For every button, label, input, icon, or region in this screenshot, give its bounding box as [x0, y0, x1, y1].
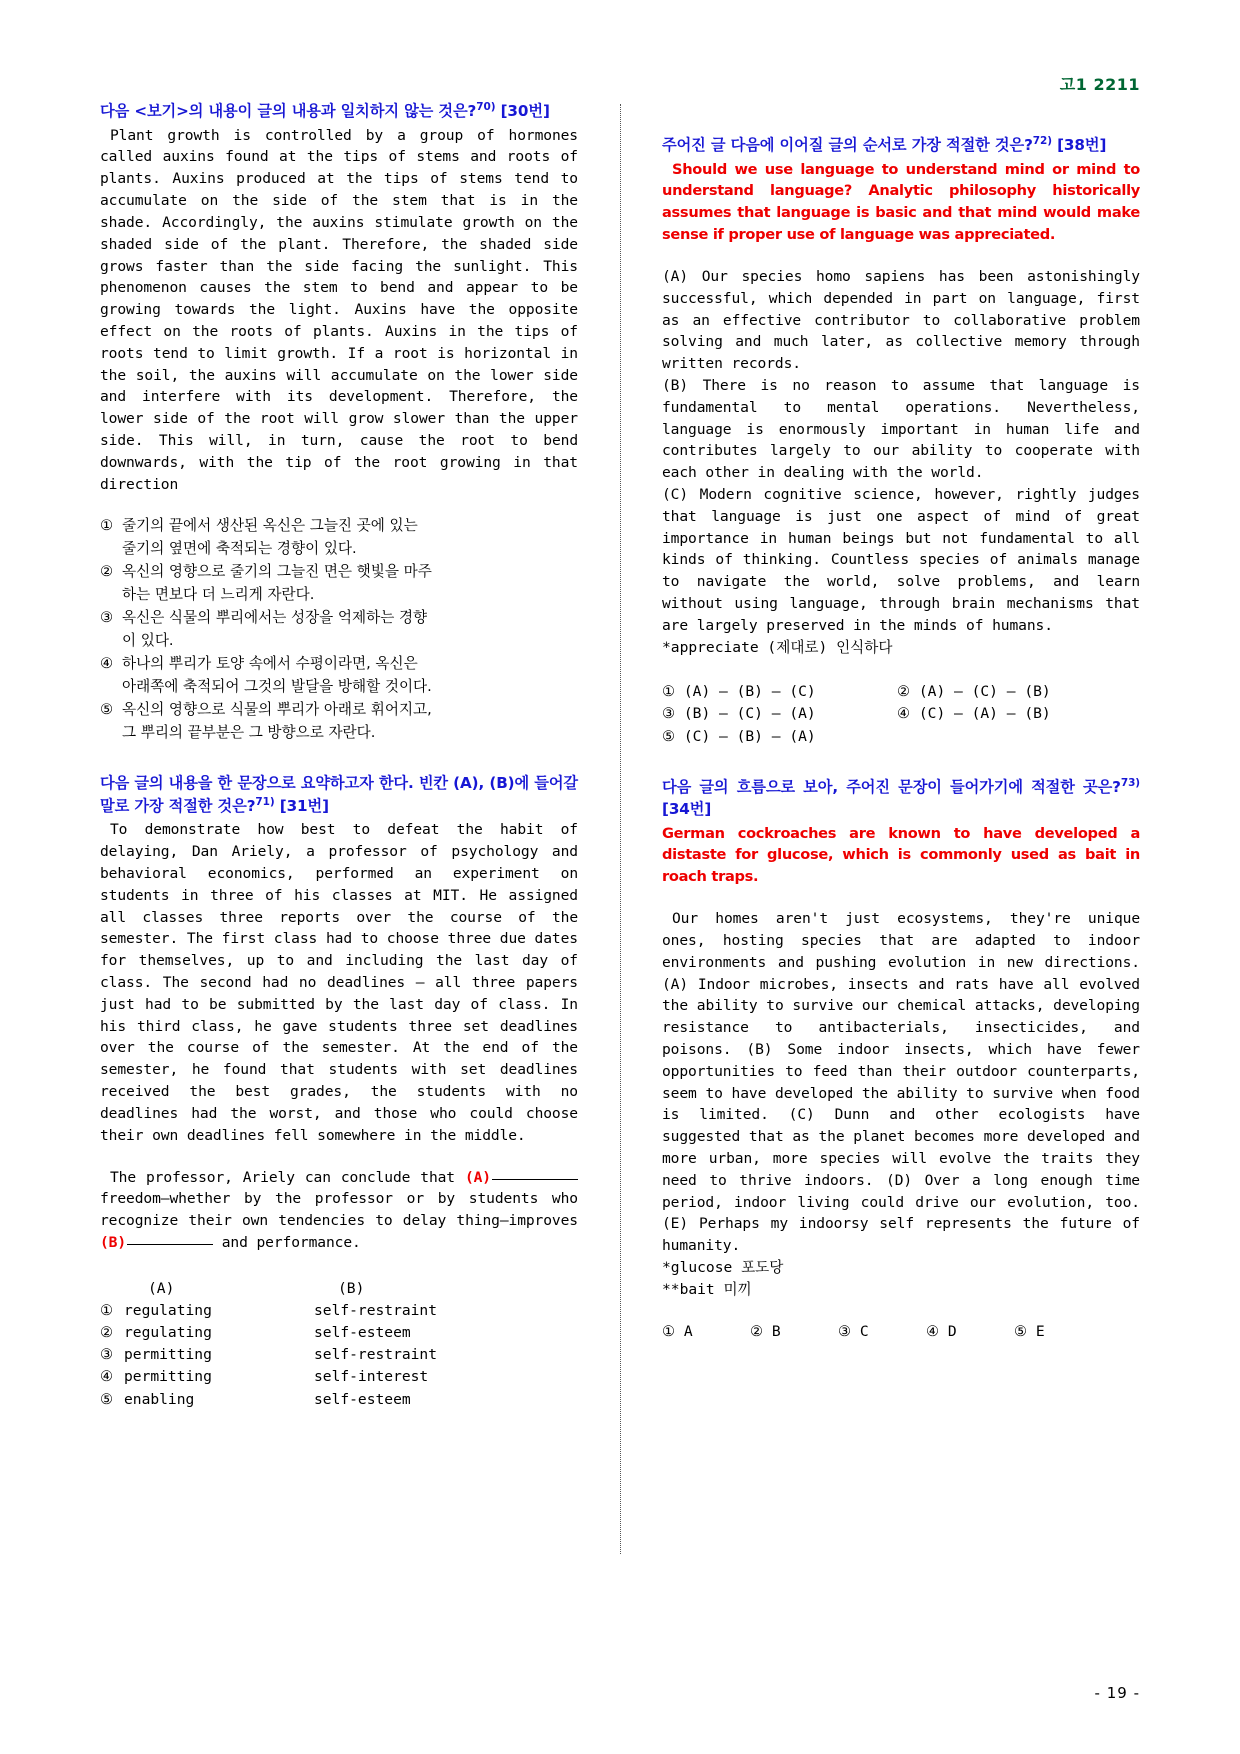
- choice-marker: ④: [100, 655, 114, 673]
- option-text: B: [771, 1322, 781, 1340]
- option-text: (C) – (B) – (A): [683, 727, 816, 745]
- question-34-passage: Our homes aren't just ecosystems, they're unique ones, hosting species that are adapted to indoor environments and pushing evolution in new directions. (A) Indoor microbes, insects and rats have all evolved the ability to survive our chemical attacks, developing resistance to antibacterials, insecticides, and poisons. (B) Some indoor insects, which have fewer opportunities to feed than their outdoor counterparts, seem to have developed the ability to survive when food is limited. (C) Dunn and other ecologists have suggested that as the planet becomes more developed and more urban, more species will evolve the traits they need to thrive indoors. (D) Over a long enough time period, indoor living could drive our evolution, too. (E) Perhaps my indoorsy self represents the future of humanity.: [662, 910, 1140, 1255]
- option-marker: ③: [838, 1322, 852, 1340]
- list-item[interactable]: [1014, 1323, 1102, 1340]
- question-30-passage: Plant growth is controlled by a group of hormones called auxins found at the tips of stems and roots of plants. Auxins produced at the tips of stems tend to accumulate on the side of the stem that is in the shade. Accordingly, the auxins stimulate growth on the shaded side of the plant. Therefore, the shaded side grows faster than the side facing the sunlight. This phenomenon causes the stem to bend and appear to be growing towards the light. Auxins have the opposite effect on the roots of plants. Auxins in the tips of roots tend to limit growth. If a root is horizontal in the soil, the auxins will accumulate on the lower side and interfere with its development. Therefore, the lower side of the root will grow slower than the upper side. This will, in turn, cause the root to bend downwards, with the tip of the root growing in that direction: [100, 126, 578, 493]
- option-marker: ④: [897, 705, 911, 723]
- choice-marker: ⑤: [100, 701, 114, 719]
- list-item[interactable]: [662, 703, 897, 726]
- question-30-heading-text: 다음 <보기>의 내용이 글의 내용과 일치하지 않는 것은?: [100, 102, 477, 121]
- summary-blank-a-label: (A): [464, 1168, 491, 1186]
- choice-line-1: 옥신은 식물의 뿌리에서는 성장을 억제하는 경향: [122, 609, 428, 627]
- table-row[interactable]: [100, 1300, 578, 1322]
- question-38-footnote: *appreciate (제대로) 인식하다: [662, 638, 893, 656]
- question-38-paragraph-a: (A) Our species homo sapiens has been astonishingly successful, which depended in part on language, first as an effective contributor to collaborative problem solving and much later, as collective memory through written records.: [662, 267, 1140, 373]
- option-text: (A) – (C) – (B): [918, 682, 1051, 700]
- question-38-footnote-marker: 72): [1032, 135, 1052, 147]
- option-value-a: enabling: [124, 1390, 195, 1408]
- question-38-paragraph-b: (B) There is no reason to assume that language is fundamental to mental operations. Nevertheless, language is enormously important in human life and contributes largely to our ability to cooperate with each other in dealing with the world.: [662, 376, 1140, 482]
- option-marker: ①: [662, 1322, 676, 1340]
- question-38-block: [662, 134, 1140, 748]
- question-31-block: [100, 773, 578, 1411]
- question-30-footnote-marker: 70): [476, 101, 496, 113]
- option-marker: ⑤: [1014, 1322, 1028, 1340]
- question-34-options: [662, 1323, 1140, 1340]
- question-38-heading: [662, 134, 1140, 157]
- page-number: - 19 -: [1094, 1684, 1140, 1702]
- left-column: [100, 100, 578, 1660]
- options-table-header: [100, 1278, 578, 1300]
- option-value-b: self-esteem: [314, 1324, 411, 1342]
- question-31-summary: [100, 1167, 578, 1254]
- choice-text: [122, 515, 578, 560]
- question-38-given-passage: Should we use language to understand mind or mind to understand language? Analytic philosophy historically assumes that language is basic and that mind would make sense if proper use of language was appreciated.: [662, 160, 1140, 244]
- question-38-heading-text: 주어진 글 다음에 이어질 글의 순서로 가장 적절한 것은?: [662, 136, 1033, 155]
- choice-line-2: 하는 면보다 더 느리게 자란다.: [122, 585, 315, 603]
- table-row[interactable]: [100, 1344, 578, 1366]
- table-row[interactable]: [100, 1389, 578, 1411]
- choice-line-2: 이 있다.: [122, 631, 174, 649]
- list-item[interactable]: [750, 1323, 838, 1340]
- option-text: (C) – (A) – (B): [918, 705, 1051, 723]
- divider-rule: [620, 104, 621, 1554]
- question-31-footnote-marker: 71): [255, 795, 275, 808]
- summary-part-2: freedom—whether by the professor or by students who recognize their own tendencies to delay thing—improves: [100, 1190, 578, 1230]
- list-item[interactable]: [897, 703, 1137, 726]
- list-item[interactable]: [662, 1323, 750, 1340]
- option-marker: ②: [100, 1324, 114, 1342]
- list-item[interactable]: [100, 607, 578, 652]
- list-item[interactable]: [100, 699, 578, 744]
- question-30-number: [30번]: [500, 102, 550, 121]
- question-31-heading-text: 다음 글의 내용을 한 문장으로 요약하고자 한다. 빈칸 (A), (B)에 들어갈 말로 가장 적절한 것은?: [100, 774, 578, 815]
- option-value-b: self-esteem: [314, 1390, 411, 1408]
- list-item[interactable]: [662, 726, 897, 749]
- list-item[interactable]: [926, 1323, 1014, 1340]
- options-row: [662, 703, 1140, 726]
- question-31-heading: [100, 773, 578, 817]
- choice-text: [122, 699, 578, 744]
- list-item[interactable]: [100, 515, 578, 560]
- summary-part-3: and performance.: [221, 1233, 361, 1251]
- question-30-heading: [100, 100, 578, 123]
- choice-line-1: 줄기의 끝에서 생산된 옥신은 그늘진 곳에 있는: [122, 517, 418, 535]
- choice-marker: ①: [100, 517, 114, 535]
- column-header-a: (A): [148, 1279, 175, 1297]
- option-value-a: regulating: [124, 1301, 212, 1319]
- option-text: D: [947, 1322, 957, 1340]
- page-header-label: 고1 2211: [1059, 75, 1140, 94]
- list-item[interactable]: [662, 681, 897, 704]
- option-marker: ⑤: [100, 1390, 114, 1408]
- option-text: (A) – (B) – (C): [683, 682, 816, 700]
- choice-text: [122, 607, 578, 652]
- summary-part-1: The professor, Ariely can conclude that: [110, 1168, 455, 1186]
- list-item[interactable]: [100, 561, 578, 606]
- option-marker: ②: [897, 682, 911, 700]
- option-text: E: [1035, 1322, 1045, 1340]
- option-value-b: self-restraint: [314, 1346, 438, 1364]
- table-row[interactable]: [100, 1322, 578, 1344]
- option-value-a: permitting: [124, 1368, 212, 1386]
- question-31-options-table: [100, 1278, 578, 1411]
- option-marker: ①: [100, 1301, 114, 1319]
- option-value-a: regulating: [124, 1324, 212, 1342]
- option-value-b: self-interest: [314, 1368, 429, 1386]
- choice-line-1: 옥신의 영향으로 식물의 뿌리가 아래로 휘어지고,: [122, 701, 432, 719]
- summary-blank-a-field[interactable]: [492, 1179, 578, 1180]
- table-row[interactable]: [100, 1366, 578, 1388]
- question-30-choices: [100, 515, 578, 744]
- right-column: [662, 100, 1140, 1660]
- summary-blank-b-field[interactable]: [127, 1244, 213, 1245]
- choice-text: [122, 561, 578, 606]
- options-row: [662, 681, 1140, 704]
- option-marker: ⑤: [662, 727, 676, 745]
- question-34-given-sentence: German cockroaches are known to have developed a distaste for glucose, which is commonly used as bait in roach traps.: [662, 824, 1140, 886]
- option-value-b: self-restraint: [314, 1301, 438, 1319]
- question-34-footnote-1: *glucose 포도당: [662, 1259, 784, 1277]
- question-34-heading: [662, 776, 1140, 820]
- question-34-footnote-2: **bait 미끼: [662, 1280, 752, 1298]
- option-marker: ④: [926, 1322, 940, 1340]
- choice-marker: ③: [100, 609, 114, 627]
- option-marker: ④: [100, 1368, 114, 1386]
- column-divider: [578, 100, 662, 1660]
- question-34-block: [662, 776, 1140, 1339]
- question-30-block: [100, 100, 578, 744]
- column-header-b: (B): [338, 1279, 365, 1297]
- question-31-passage: To demonstrate how best to defeat the habit of delaying, Dan Ariely, a professor of psychology and behavioral economics, performed an experiment on students in three of his classes at MIT. He assigned all classes three reports over the course of the semester. The first class had to choose three due dates for themselves, up to and including the last day of class. The second had no deadlines – all three papers just had to be submitted by the last day of class. In his third class, he gave students three set deadlines over the course of the semester. At the end of the semester, he found that students with set deadlines received the best grades, the students with no deadlines had the worst, and those who could choose their own deadlines fell somewhere in the middle.: [100, 821, 578, 1144]
- option-text: C: [859, 1322, 869, 1340]
- option-marker: ②: [750, 1322, 764, 1340]
- choice-line-1: 옥신의 영향으로 줄기의 그늘진 면은 햇빛을 마주: [122, 563, 432, 581]
- option-text: A: [683, 1322, 693, 1340]
- question-34-number: [34번]: [662, 800, 712, 819]
- option-marker: ③: [662, 705, 676, 723]
- choice-line-1: 하나의 뿌리가 토양 속에서 수평이라면, 옥신은: [122, 655, 418, 673]
- summary-blank-b-label: (B): [100, 1233, 127, 1251]
- question-31-number: [31번]: [279, 796, 329, 815]
- question-38-paragraph-c: (C) Modern cognitive science, however, rightly judges that language is just one aspect of mind of great importance in human beings but not fundamental to all kinds of thinking. Countless species of animals manage to navigate the world, solve problems, and learn without using language, through brain mechanisms that are largely preserved in the minds of humans.: [662, 486, 1140, 634]
- question-34-heading-text: 다음 글의 흐름으로 보아, 주어진 문장이 들어가기에 적절한 곳은?: [662, 778, 1121, 797]
- choice-text: [122, 653, 578, 698]
- option-marker: ①: [662, 682, 676, 700]
- question-38-options: [662, 681, 1140, 749]
- option-text: (B) – (C) – (A): [683, 705, 816, 723]
- choice-marker: ②: [100, 563, 114, 581]
- option-marker: ③: [100, 1346, 114, 1364]
- question-34-footnote-marker: 73): [1120, 777, 1140, 790]
- option-value-a: permitting: [124, 1346, 212, 1364]
- choice-line-2: 줄기의 옆면에 축적되는 경향이 있다.: [122, 539, 357, 557]
- list-item[interactable]: [100, 653, 578, 698]
- options-row: [662, 726, 1140, 749]
- choice-line-2: 그 뿌리의 끝부분은 그 방향으로 자란다.: [122, 723, 376, 741]
- question-38-number: [38번]: [1057, 136, 1107, 155]
- choice-line-2: 아래쪽에 축적되어 그것의 발달을 방해할 것이다.: [122, 677, 432, 695]
- list-item[interactable]: [897, 681, 1137, 704]
- list-item[interactable]: [838, 1323, 926, 1340]
- two-column-layout: [100, 100, 1140, 1660]
